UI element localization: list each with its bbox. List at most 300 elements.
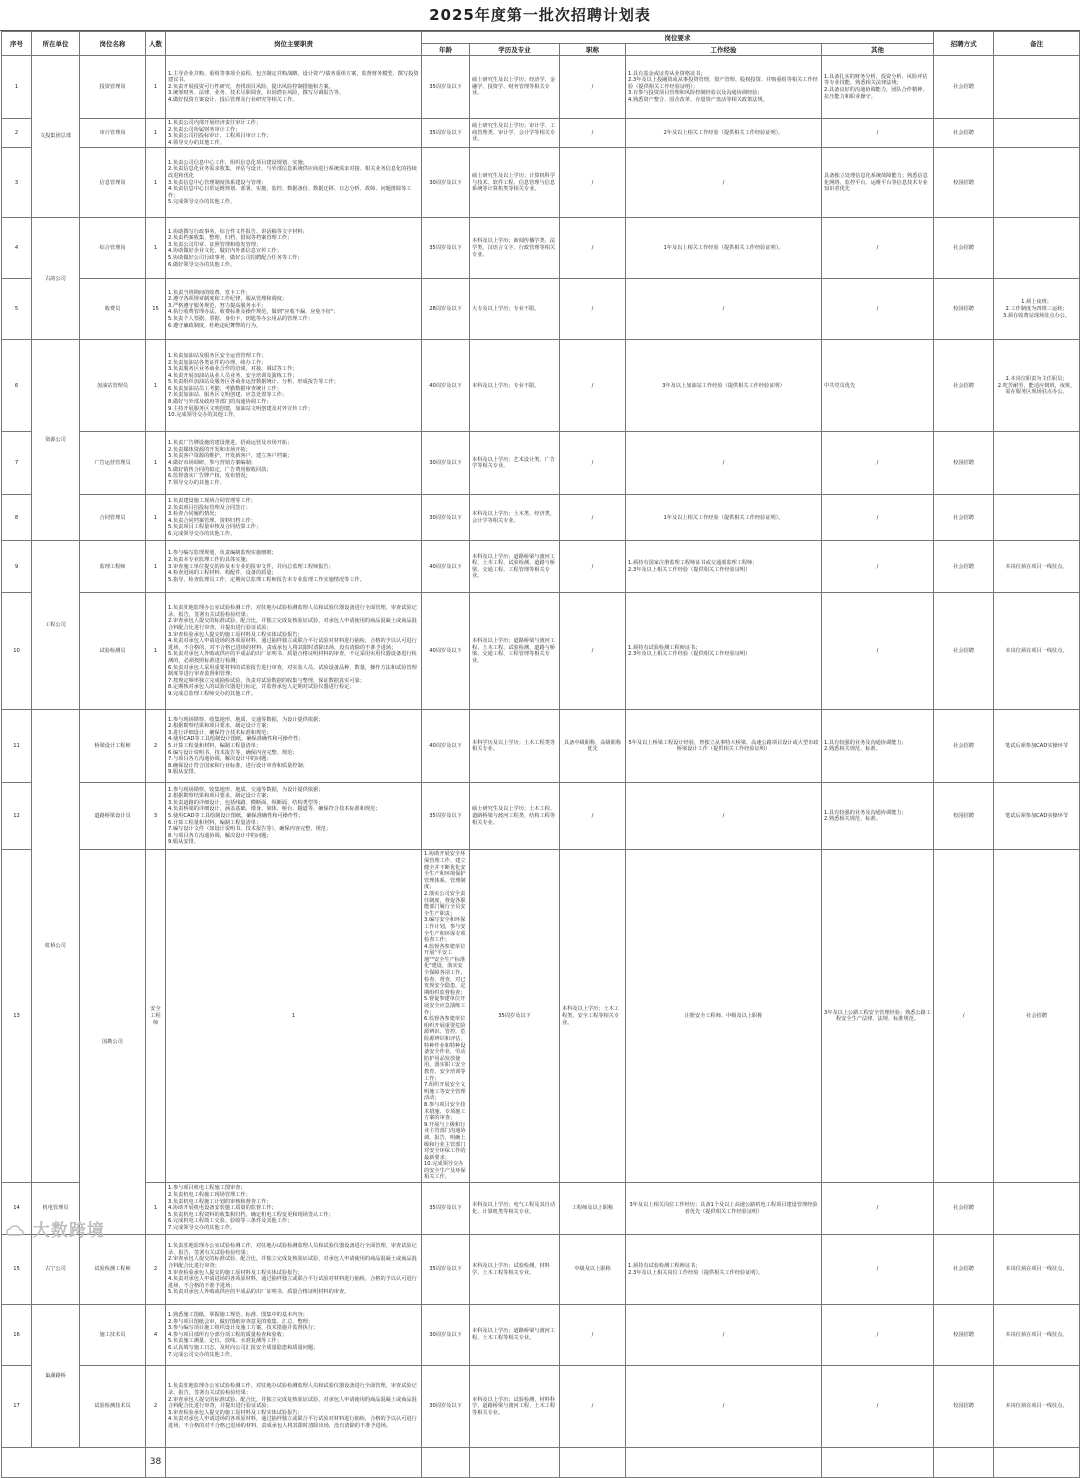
- title-cell: /: [560, 218, 626, 279]
- header-other: 其他: [822, 44, 934, 56]
- duty-line: 5.计算工程量和材料，编制工程量清单；: [168, 743, 262, 750]
- count-cell: 1: [146, 56, 166, 119]
- empty-cell: [934, 1448, 994, 1478]
- title-cell: /: [560, 340, 626, 432]
- duty-line: 6.完成领导交办的其他工作。: [168, 531, 236, 538]
- other-cell: /: [822, 495, 934, 541]
- unit-cell: 古韵公司: [32, 218, 80, 340]
- position-cell: 安全工程师: [146, 850, 166, 1183]
- table-row: [2, 1366, 1080, 1448]
- header-title: 职称: [560, 44, 626, 56]
- row-no: 12: [2, 783, 32, 850]
- table-row: [2, 56, 1080, 119]
- duty-line: 4.负责桥梁的详细设计，涵盖基础、墩身、梁体、桥台、隧道等，确保符合技术标准和规范；: [168, 806, 381, 813]
- duty-line: 10.完成领导交办的其他工作。: [168, 412, 239, 419]
- experience-cell: 3年及以上相关岗位工作经历；具备1个及以上高速公路机电工程项目建设管理经验者优先（提供相关工作经验证明）: [626, 1183, 822, 1235]
- duty-line: 2.落实公司安全责任制度，督促各职能部门履行全员安全生产职责；: [424, 890, 466, 917]
- age-cell: 40周岁及以下: [422, 710, 470, 783]
- duty-line: 7.负责加油站、服务区文明创建，应急处置等工作；: [168, 392, 288, 399]
- empty-cell: [822, 1448, 934, 1478]
- position-cell: 加油站管理员: [80, 340, 146, 432]
- duty-line: 3.参与编写项目施工组织设计及施工方案，技术措施并监督执行；: [168, 1325, 319, 1332]
- count-cell: 2: [146, 1235, 166, 1305]
- other-cell: 1.具有较强的业务及沟通协调能力； 2.熟悉相关规范、标准。: [822, 783, 934, 850]
- experience-cell: /: [626, 1366, 822, 1448]
- title-cell: /: [560, 1366, 626, 1448]
- duty-line: 7.按规定频率独立完成抽检试验，负责对试验数据的收集与整理，保证数据真实可靠；: [168, 677, 365, 684]
- remark-cell: 1.须上夜班； 2.工作制度为四班三运转； 3.须在收费站现场驻点办公。: [994, 279, 1080, 340]
- duty-line: 4.负责对承包人申请进场的各项原材料，通过抽样独立或联合平行试验对材料进行抽检，合格的予以认可进行进场，不合格的对不合格已进场的材料，责成承包人将其限时清除出场，没有清除的不准予进场。: [168, 1416, 417, 1430]
- duty-line: 1.负责驻地监理办公室试验检测工作，对驻地办试验检测监理人员和试验仪器设备进行全面管理，审查试验记录、报告，签署有关试验检验结果；: [168, 1243, 417, 1256]
- duty-line: 3.审查检验承包人提交的施工原材料及工程实体试验报告；: [168, 1409, 303, 1416]
- header-age: 年龄: [422, 44, 470, 56]
- duty-line: 4.协助做好企业文化，做好内外部信息宣传工作；: [168, 248, 282, 255]
- count-cell: 1: [146, 495, 166, 541]
- duty-line: 5.负责项目工程量审核及合同结算工作；: [168, 524, 262, 531]
- table-row: [2, 1305, 1080, 1366]
- title-cell: 注册安全工程师、中级及以上职称: [626, 850, 822, 1183]
- remark-cell: [994, 495, 1080, 541]
- count-cell: 2: [146, 1366, 166, 1448]
- experience-cell: 1.须持有国家注册监理工程师证书或交通部监理工程师； 2.3年及以上相关工作经验（提供相关工作经验证明）: [626, 541, 822, 593]
- unit-cell: 虹桥公司: [32, 710, 80, 1183]
- count-cell: 1: [166, 850, 422, 1183]
- count-cell: 4: [146, 1305, 166, 1366]
- method-cell: 社会招聘: [994, 850, 1080, 1183]
- unit-cell: 文投集团总部: [32, 56, 80, 218]
- education-cell: 本科及以上学历；土木类、经济类、会计学等相关专业。: [470, 495, 560, 541]
- duty-line: 6.监督各参建单位组织开展重要危险源辨识、管控，危险源辨识和评估，特种作业和特种设备安全作业，劳动防护用品发放使用，落实职工安全教育、安全培训等工作；: [424, 1016, 466, 1082]
- row-no: 2: [2, 119, 32, 148]
- duty-line: 6.做好领导交办的其他工作。: [168, 261, 236, 268]
- education-cell: 硕士研究生及以上学历；计算机科学与技术、软件工程、信息管理与信息系统等计算机类等相关专业。: [470, 148, 560, 218]
- duty-line: 1.负责当班期间的收费、发卡工作；: [168, 289, 251, 296]
- count-cell: 1: [146, 340, 166, 432]
- age-cell: 35周岁及以下: [422, 119, 470, 148]
- duty-line: 2.遵守各项规章制度和工作纪律，服从管理和调度；: [168, 296, 288, 303]
- duty-line: 7.编写设计文件（如设计说明书、技术报告等），确保内容完整、规范；: [168, 826, 332, 833]
- method-cell: 社会招聘: [934, 119, 994, 148]
- experience-cell: /: [626, 148, 822, 218]
- duty-line: 3.负责公司招投标审计、工程项目审计工作；: [168, 133, 272, 140]
- duty-line: 4.检查进场的工程材料、构配件、设备的质量；: [168, 570, 277, 577]
- remark-cell: [994, 148, 1080, 218]
- empty-cell: [422, 1448, 470, 1478]
- method-cell: 社会招聘: [934, 593, 994, 710]
- duties-cell: [166, 495, 422, 541]
- page-title: 2025年度第一批次招聘计划表: [0, 0, 1080, 31]
- duty-line: 8.与项目各方沟通协调，解决设计中的问题；: [168, 832, 272, 839]
- cloud-logo-icon: [6, 1224, 24, 1238]
- education-cell: 本科及以上学历；电气工程及其自动化、计算机类等相关专业。: [470, 1183, 560, 1235]
- remark-cell: 本岗位须在项目一线驻点。: [994, 541, 1080, 593]
- empty-cell: [470, 1448, 560, 1478]
- duty-line: 7.完成领导交办的其他工作。: [168, 1225, 236, 1232]
- table-row: [2, 1235, 1080, 1305]
- count-cell: 1: [146, 1183, 166, 1235]
- age-cell: 30周岁及以下: [422, 432, 470, 495]
- duty-line: 1.负责建设施工现场合同管理等工作；: [168, 498, 256, 505]
- method-cell: 社会招聘: [934, 710, 994, 783]
- method-cell: 校园招聘: [934, 1305, 994, 1366]
- duty-line: 8.确保设计符合国家和行业标准，进行设计审查和质量控制；: [168, 762, 308, 769]
- duties-cell: [166, 541, 422, 593]
- experience-cell: 2年及以上相关工作经验（提供相关工作经验证明）。: [626, 119, 822, 148]
- duty-line: 2.根据勘察结果和项目要求，制定设计方案；: [168, 793, 272, 800]
- title-cell: /: [560, 1305, 626, 1366]
- other-cell: /: [822, 1366, 934, 1448]
- duty-line: 3.统筹财务、法律、业务、技术尽职调查，识别潜在风险，撰写尽调报告等。: [168, 90, 345, 97]
- duty-line: 4.负责信息中心日常运维规划、部署、实施、监控、数据备份、数据迁移、日志分析、故障、问题排除等工作；: [168, 186, 412, 199]
- duty-line: 8.做好与外部及政府等部门的沟通协调工作；: [168, 399, 272, 406]
- education-cell: 本科及以上学历；新闻传播学类、法学类、汉语言文字、行政管理等相关专业。: [470, 218, 560, 279]
- unit-cell: 古宁公司: [32, 1235, 80, 1305]
- total-row: [2, 1448, 1080, 1478]
- header-duties: 岗位主要职责: [166, 32, 422, 56]
- education-cell: 本科学历及以上学历；土木工程类等相关专业。: [470, 710, 560, 783]
- duty-line: 4.监督各参建单位开展"平安工地""安全生产标准化"建设，落实安全保障各项工作，检查、督查，对已发现安全隐患，定期组织监督检查；: [424, 943, 466, 996]
- position-cell: 审计管理岗: [80, 119, 146, 148]
- unit-cell: 巢湖路桥: [32, 1305, 80, 1448]
- duty-line: 7.组织开展安全文明施工等安全管理活动；: [424, 1082, 466, 1102]
- duty-line: 7.完成公司交办的其他工作。: [168, 1351, 236, 1358]
- remark-cell: [994, 56, 1080, 119]
- header-experience: 工作经验: [626, 44, 822, 56]
- row-no: 7: [2, 432, 32, 495]
- experience-cell: 1.须持有试验检测工程师证书； 2.3年及以上相关工作经验（提供相关工作经验证明）: [626, 593, 822, 710]
- other-cell: /: [822, 432, 934, 495]
- duty-line: 2.负责加油站各类证件的办理、续办工作；: [168, 359, 267, 366]
- experience-cell: /: [626, 783, 822, 850]
- duties-cell: [166, 1305, 422, 1366]
- remark-cell: [994, 119, 1080, 148]
- remark-cell: [994, 218, 1080, 279]
- duties-cell: [166, 218, 422, 279]
- total-count: 38: [146, 1448, 166, 1478]
- duty-line: 6.完成机电工程竣工交验、验收等三条件及其他工作；: [168, 1218, 293, 1225]
- method-cell: 社会招聘: [934, 1235, 994, 1305]
- experience-cell: 1年及以上相关工作经验（提供相关工作经验证明）。: [626, 495, 822, 541]
- remark-cell: 本岗位须在项目一线驻点。: [994, 593, 1080, 710]
- age-cell: 30周岁及以下: [422, 1305, 470, 1366]
- duty-line: 1.参与现场勘察，收集地形、地质、交通等数据，为设计提供依据；: [168, 786, 324, 793]
- education-cell: 本科及以上学历；专业不限。: [470, 340, 560, 432]
- duty-line: 3.严格遵守服务规范，努力提高服务水平；: [168, 302, 267, 309]
- remark-cell: [994, 432, 1080, 495]
- table-row: [2, 218, 1080, 279]
- method-cell: 社会招聘: [934, 218, 994, 279]
- duty-line: 4.负责合同档案管理、资料归档工作；: [168, 517, 256, 524]
- other-cell: /: [934, 850, 994, 1183]
- position-cell: 合同管理员: [80, 495, 146, 541]
- header-count: 人数: [146, 32, 166, 56]
- duty-line: 3.进行详细设计，确保符合技术标准和规范；: [168, 729, 272, 736]
- duty-line: 5.负责施工测量、定位、放线、水准复测等工作；: [168, 1338, 282, 1345]
- row-no: 14: [2, 1183, 32, 1235]
- method-cell: 校园招聘: [934, 148, 994, 218]
- count-cell: 1: [146, 218, 166, 279]
- table-row: [2, 593, 1080, 710]
- method-cell: 校园招聘: [934, 1366, 994, 1448]
- remark-cell: 本岗位须在项目一线驻点。: [994, 1305, 1080, 1366]
- duty-line: 9.主持开展服务区文明创建，加油站文明创建及对外宣传工作；: [168, 405, 314, 412]
- duty-line: 3.编写安全和环保工作计划，参与安全生产和环保专项检查工作；: [424, 917, 466, 944]
- other-cell: /: [822, 1235, 934, 1305]
- table-row: [2, 783, 1080, 850]
- title-cell: 中级及以上职称: [560, 1235, 626, 1305]
- duty-line: 5.负责组织加油站及服务区各商业运营数据统计、分析、形成报告等工作；: [168, 379, 339, 386]
- duty-line: 2.负责本专业监理工作的具体实施；: [168, 556, 251, 563]
- unit-cell: 国勘公司: [80, 850, 146, 1235]
- duties-cell: [166, 279, 422, 340]
- other-cell: /: [822, 1183, 934, 1235]
- duties-cell: [166, 783, 422, 850]
- method-cell: 社会招聘: [934, 495, 994, 541]
- remark-cell: 本岗位须在项目一线驻点。: [994, 1366, 1080, 1448]
- table-row: [2, 148, 1080, 218]
- unit-cell: 资源公司: [32, 340, 80, 541]
- duty-line: 3.负责道路的详细设计，包括线路、横断面、纵断面、结构类型等；: [168, 799, 324, 806]
- duty-line: 2.根据勘察结果和项目要求，制定设计方案；: [168, 723, 272, 730]
- duty-line: 3.审查施工单位提交的涉及本专业的报审文件，并向总监理工程师报告；: [168, 563, 334, 570]
- position-cell: 综合管理岗: [80, 218, 146, 279]
- row-no: 1: [2, 56, 32, 119]
- count-cell: 15: [146, 279, 166, 340]
- row-no: 16: [2, 1305, 32, 1366]
- experience-cell: /: [626, 432, 822, 495]
- empty-cell: [166, 1448, 422, 1478]
- row-no: 15: [2, 1235, 32, 1305]
- remark-cell: 本岗位须在项目一线驻点。: [994, 1235, 1080, 1305]
- row-no: 13: [2, 850, 32, 1183]
- duty-line: 7.与项目各方沟通协调，解决设计中的问题；: [168, 756, 272, 763]
- education-cell: 本科及以上学历；道路桥梁与渡河工程、土木工程、试验检测、道路与桥梁、交通工程、工程管理等相关专业。: [470, 593, 560, 710]
- duty-line: 9.服从安排。: [168, 839, 199, 846]
- duties-cell: [166, 432, 422, 495]
- duty-line: 8.参与项目安全技术措施、专项施工方案的审查；: [424, 1101, 466, 1122]
- position-cell: 施工技术员: [80, 1305, 146, 1366]
- age-cell: 35周岁及以下: [422, 56, 470, 119]
- duty-line: 3.审查检验承包人提交的施工原材料及工程实体试验报告；: [168, 1269, 303, 1276]
- duty-line: 2.负责项目招投标管理及合同签订；: [168, 504, 251, 511]
- other-cell: 具备独立处理信息化系统故障能力；熟悉信息化网络、监控平台、运维平台等信息技术专业知识者优先: [822, 148, 934, 218]
- duty-line: 4.协助开展机电设备安装施工质量的监督工作；: [168, 1205, 277, 1212]
- age-cell: 30周岁及以下: [422, 495, 470, 541]
- duty-line: 6.监督落实广告牌产权、发布情况；: [168, 473, 251, 480]
- row-no: 8: [2, 495, 32, 541]
- duty-line: 3.审查检验承包人提交的施工原材料及工程实体试验报告；: [168, 631, 303, 638]
- other-cell: /: [822, 1305, 934, 1366]
- education-cell: 硕士研究生及以上学历；审计学、工商管理类、审计学、会计学等相关专业。: [470, 119, 560, 148]
- header-position: 岗位名称: [80, 32, 146, 56]
- duty-line: 6.计算工程量和材料，编制工程量清单；: [168, 819, 262, 826]
- duty-line: 7.领导交办的其他工作。: [168, 479, 225, 486]
- table-row: [2, 279, 1080, 340]
- duty-line: 3.负责公司印章、证照管理和收发管理；: [168, 241, 262, 248]
- duties-cell: [166, 593, 422, 710]
- duty-line: 1.负责公司信息中心工作，组织信息化项目建设规划、实施；: [168, 159, 308, 166]
- experience-cell: 1年及以上相关工作经验（提供相关工作经验证明）。: [626, 218, 822, 279]
- duty-line: 1.负责加油站及服务区安全运营管理工作；: [168, 352, 267, 359]
- experience-cell: 3年及以上公路工程安全管理经验；熟悉公路工程安全生产法律、法规、标准规范。: [822, 850, 934, 1183]
- age-cell: 40周岁及以下: [422, 541, 470, 593]
- other-cell: /: [822, 541, 934, 593]
- experience-cell: /: [626, 1305, 822, 1366]
- age-cell: 30周岁及以下: [422, 1366, 470, 1448]
- duty-line: 5.督促参建单位开展安全应急演练工作；: [424, 996, 466, 1016]
- duties-cell: [166, 340, 422, 432]
- age-cell: 40周岁及以下: [422, 340, 470, 432]
- row-no: 17: [2, 1366, 32, 1448]
- count-cell: 1: [146, 593, 166, 710]
- education-cell: 本科及以上学历；艺术设计类、广告学等相关专业。: [470, 432, 560, 495]
- duty-line: 2.负责档案收集、整理、归档、借阅等档案管理工作；: [168, 235, 293, 242]
- duty-line: 5.指导、检查监理员工作，定期向总监理工程师报告本专业监理工作实施情况等工作。: [168, 576, 365, 583]
- table-row: [2, 850, 1080, 1183]
- header-no: 序号: [2, 32, 32, 56]
- method-cell: 社会招聘: [934, 340, 994, 432]
- experience-cell: /: [626, 279, 822, 340]
- header-requirements: 岗位要求: [422, 32, 934, 44]
- experience-cell: 1.具有基金或证券从业资格证书； 2.3年及以上投融资或从事投资管理、资产管理、股权投资、并购重组等相关工作经验（提供相关工作经验证明）； 3.有参与投资项目管理和风险控制经验以及沟通协调经验； 4.熟悉资产整合、国企改革、存量资产盘活等相关政策法规。: [626, 56, 822, 119]
- table-row: [2, 119, 1080, 148]
- header-remark: 备注: [994, 32, 1080, 56]
- empty-cell: [560, 1448, 626, 1478]
- empty-cell: [626, 1448, 822, 1478]
- count-cell: 2: [146, 710, 166, 783]
- header-method: 招聘方式: [934, 32, 994, 56]
- watermark-text: 大数跨境: [32, 1221, 105, 1241]
- duty-line: 4.使用CAD等工具绘制设计图纸，确保准确性和可操作性；: [168, 736, 304, 743]
- position-cell: 机电管理员: [32, 1183, 80, 1235]
- other-cell: /: [822, 279, 934, 340]
- duty-line: 2.负责开展投资可行性研究，查找项目风险，提出风险控制措施和方案。: [168, 83, 334, 90]
- duty-line: 5.做好销售合同的拟定，广告费用催收回款；: [168, 466, 272, 473]
- duty-line: 5.负责机电工程资料的收集和归档，确定机电工程变更和现场签认工作；: [168, 1211, 334, 1218]
- table-row: [2, 340, 1080, 432]
- duty-line: 2.审查承包人提交的标准试验、配合比，并独立完成复核验证试验，对承包人申请使用的商品混凝土或商品混合料配合比进行审查；: [168, 1256, 417, 1269]
- duty-line: 1.负责驻地监理办公室试验检测工作，对驻地办试验检测监理人员和试验仪器设备进行全面管理，审查试验记录、报告，签署有关试验检验结果；: [168, 605, 417, 618]
- table-row: [2, 541, 1080, 593]
- title-cell: 具备中级职称，高级职称优先: [560, 710, 626, 783]
- duties-cell: [166, 1183, 422, 1235]
- duties-cell: [166, 148, 422, 218]
- duty-line: 3.负责客户资源的维护，开发新客户，建立客户档案；: [168, 453, 293, 460]
- position-cell: 监理工程师: [80, 541, 146, 593]
- duty-line: 5.使用CAD等工具绘制设计图纸，确保准确性和可操作性；: [168, 813, 304, 820]
- education-cell: 硕士研究生及以上学历；土木工程、道路桥梁与渡河工程类、结构工程等相关专业。: [470, 783, 560, 850]
- duty-line: 9.服从安排。: [168, 769, 199, 776]
- education-cell: 大专及以上学历；专业不限。: [470, 279, 560, 340]
- count-cell: 3: [146, 783, 166, 850]
- method-cell: 校园招聘: [934, 279, 994, 340]
- header-education: 学历及专业: [470, 44, 560, 56]
- duty-line: 2.审查承包人提交的标准试验、配合比，并独立完成复核验证试验，对承包人申请使用的商品混凝土或商品混合料配合比进行审查，并提出进行验证试验；: [168, 1396, 417, 1410]
- row-no: 9: [2, 541, 32, 593]
- other-cell: 1.具备扎实的财务分析、投资分析、风险评估等专业技能，熟悉相关法律法规； 2.具备良好的沟通协调能力，团队合作精神、抗压能力和职业操守。: [822, 56, 934, 119]
- method-cell: 校园招聘: [934, 783, 994, 850]
- duty-line: 2.参与项目图纸会审，做好图纸审查意见的收集、汇总、整理；: [168, 1318, 314, 1325]
- age-cell: 35周岁及以下: [422, 1183, 470, 1235]
- method-cell: 社会招聘: [934, 56, 994, 119]
- header-unit: 所在单位: [32, 32, 80, 56]
- count-cell: 1: [146, 119, 166, 148]
- duty-line: 9.完成总监理工程师交办的其他工作。: [168, 690, 256, 697]
- duty-line: 1.参与编写监理规划，负责编制监理实施细则；: [168, 550, 277, 557]
- row-no: 4: [2, 218, 32, 279]
- duty-line: 6.负责对承包人采用重要材料的试验报告进行审查，对实验人员、试验设备品种、数量，操作方法和试验管理制度等进行审查监督和管理；: [168, 664, 417, 678]
- table-row: [2, 432, 1080, 495]
- duty-line: 3.检查合同履约情况；: [168, 511, 220, 518]
- remark-cell: 笔试后须参加CAD实操环节: [994, 783, 1080, 850]
- duty-line: 1.负责公司内部开展经济责任审计工作；: [168, 120, 262, 126]
- count-cell: 1: [146, 541, 166, 593]
- remark-cell: 笔试后须参加CAD实操环节: [994, 710, 1080, 783]
- row-no: 6: [2, 340, 32, 432]
- position-cell: 桥梁设计工程师: [80, 710, 146, 783]
- title-cell: /: [560, 119, 626, 148]
- title-cell: /: [560, 783, 626, 850]
- title-cell: 工程师及以上职称: [560, 1183, 626, 1235]
- other-cell: /: [822, 119, 934, 148]
- duty-line: 4.负责开展加油站从业人员业务、安全培训及演练工作；: [168, 372, 298, 379]
- duty-line: 3.负责服务区业务商业合作的洽谈、对接、调试等工作；: [168, 366, 298, 373]
- row-no: 11: [2, 710, 32, 783]
- duties-cell: [166, 119, 422, 148]
- age-cell: 35周岁及以下: [470, 850, 560, 1183]
- duty-line: 5.负责对承包人外购或供应的半成品的出厂证明书、质量合格证明材料的审查，不足采用实用仪器设备进行检测的，必须按照标准进行检测；: [168, 651, 417, 664]
- row-no: 10: [2, 593, 32, 710]
- duties-cell: [166, 710, 422, 783]
- position-cell: 投资管理岗: [80, 56, 146, 119]
- duty-line: 6.负责加油站员工考勤，考勤数据审查统计工作；: [168, 385, 282, 392]
- duty-line: 2.负责机电工程施工现场管理工作；: [168, 1192, 251, 1199]
- recruitment-table: [1, 31, 1080, 1478]
- education-cell: 本科及以上学历；试验检测、材料科学、道路桥梁与渡河工程、土木工程等相关专业。: [470, 1366, 560, 1448]
- duty-line: 4.领导交办的其他工作。: [168, 139, 225, 146]
- other-cell: 中共党员优先: [822, 340, 934, 432]
- remark-cell: 1.本岗位职责为主任职员； 2.吃苦耐劳，能适应倒班，夜班，需在服务区现场驻点办公。: [994, 340, 1080, 432]
- age-cell: 28周岁及以下: [422, 279, 470, 340]
- position-cell: 收费员: [80, 279, 146, 340]
- method-cell: 社会招聘: [934, 1183, 994, 1235]
- count-cell: 1: [146, 148, 166, 218]
- duty-line: 5.完成领导交办的其他工作。: [168, 199, 236, 206]
- duty-line: 4.做好市场调研，参与营销方案编制；: [168, 460, 256, 467]
- other-cell: /: [822, 218, 934, 279]
- row-no: 3: [2, 148, 32, 218]
- education-cell: 本科及以上学历；试验检测、材料学、土木工程等相关专业。: [470, 1235, 560, 1305]
- duty-line: 1.熟悉施工图纸，掌握施工规范、标准、图集中的基本内容；: [168, 1311, 308, 1318]
- duties-cell: [422, 850, 470, 1183]
- position-cell: 试验检测技术员: [80, 1366, 146, 1448]
- position-cell: 广告运营管理员: [80, 432, 146, 495]
- position-cell: 试验检测工程师: [80, 1235, 146, 1305]
- duty-line: 6.认真填写施工日志，及时向公司汇报安全质量隐患和质量问题；: [168, 1344, 319, 1351]
- duties-cell: [166, 1366, 422, 1448]
- unit-cell: 工程公司: [32, 541, 80, 710]
- experience-cell: 5年及以上桥梁工程设计经验，曾独立从事特大桥梁、高速公路项目设计或大型市政桥梁设计工作（提供相关工作经验证明）: [626, 710, 822, 783]
- duty-line: 4.负责对承包人申请进场的各项原材料，通过抽样独立或联合平行试验对材料进行抽检，合格的予以认可进行进场，不合格的，对不合格已进场的材料，责成承包人将其限时清除出场，没有清除的不准予进场；: [168, 638, 417, 651]
- duty-line: 9.开展与上级和行业主管部门沟通协调、报告，明确上级和行业主管部门对安全环保工作的最新要求；: [424, 1121, 466, 1161]
- duty-line: 2.负责媒体资源的开发和市场开拓；: [168, 446, 251, 453]
- duty-line: 6.遵守廉政制度，杜绝违纪舞弊的行为。: [168, 322, 262, 329]
- position-cell: 道路桥梁设计员: [80, 783, 146, 850]
- duty-line: 3.负责机电工程施工计划的审核和督查工作；: [168, 1198, 272, 1205]
- duty-line: 6.编写设计说明书、技术报告等，确保内容完整、规范；: [168, 749, 298, 756]
- title-cell: /: [560, 148, 626, 218]
- duty-line: 2.负责信息化业务需求收集，评估与设计，与外部信息系统供应商进行系统需求对接、相关业务信息化的持续改进和优化: [168, 166, 417, 179]
